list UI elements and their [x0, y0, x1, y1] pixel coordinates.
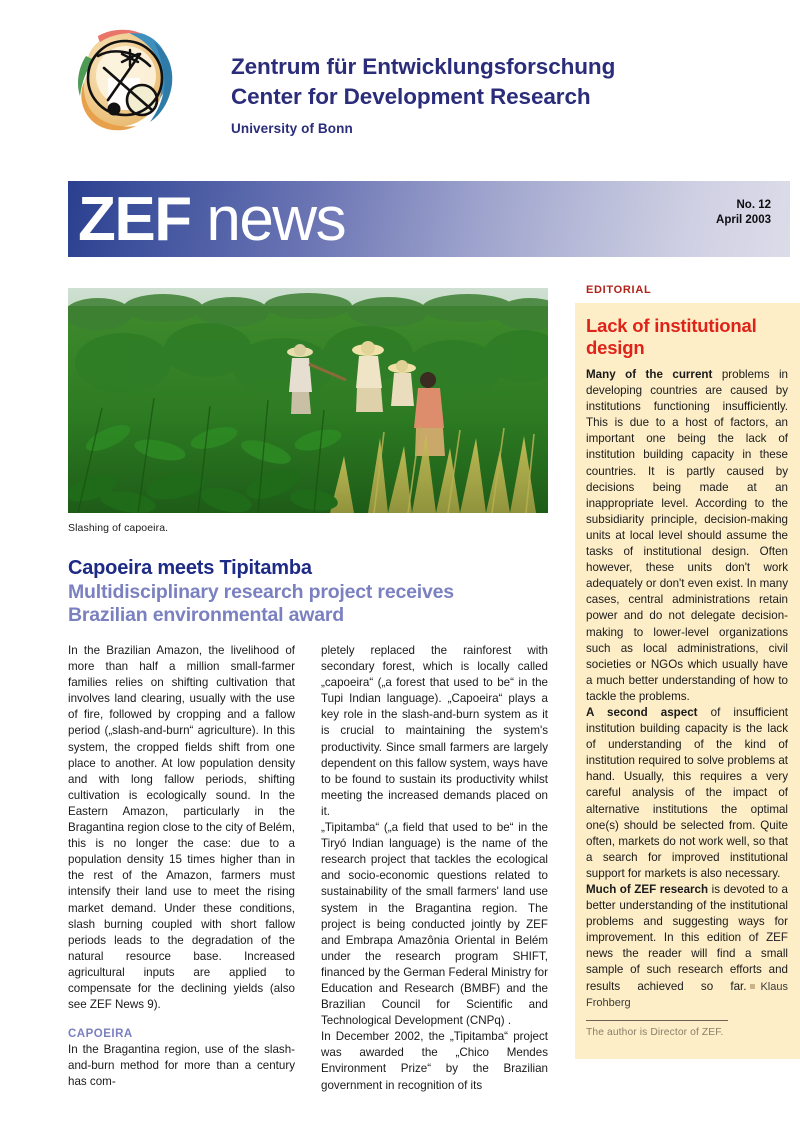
org-name-english: Center for Development Research: [231, 84, 591, 109]
university-name: University of Bonn: [231, 121, 353, 136]
editorial-footnote: The author is Director of ZEF.: [586, 1026, 724, 1038]
zef-circle-logo-icon: [68, 26, 188, 144]
org-name-german: Zentrum für Entwicklungsforschung: [231, 54, 616, 79]
issue-info: [716, 198, 771, 228]
article-subheadline-line2: Brazilian environmental award: [68, 603, 344, 626]
article-headline: Capoeira meets Tipitamba: [68, 557, 312, 579]
issue-date: April 2003: [716, 214, 771, 226]
editorial-panel: [575, 303, 800, 1059]
column2-paragraph-3: In December 2002, the „Tipitamba“ project was awarded the „Chico Mendes Environment Prize“ by the Brazilian government in recognition of its: [321, 1030, 548, 1092]
editorial-paragraph-2-rest: of insufficient institution building capacity is the lack of understanding of the kind of institution required to solve problems at hand. Usually, this requires a very careful analysis of the impact of alternative institutions the optimal one(s) should be selected from. Quite often, markets do not work well, so that a search for improved institutional support for markets is also necessary.: [586, 705, 788, 880]
signature-bullet-icon: [750, 984, 755, 989]
column1-paragraph-1: In the Brazilian Amazon, the livelihood of more than half a million small-farmer families relies on shifting cultivation that involves land clearing, usually with the use of fire, followed by cropping and a fallow period („slash-and-burn“ agriculture). In this system, the cropped fields shift from one place to another. At low population density and with long fallow periods, shifting cultivation is ecologically sound. In the Eastern Amazon, particularly in the Bragantina region close to the city of Belém, this is no longer the case: due to a population density 15 times higher than in the rest of the Amazon, farmers must intensify their land use to meet the rising market demand. Under these conditions, slash burning coupled with short fallow periods leads to the degradation of the natural resource base. Increased agricultural inputs are applied to compensate for the declining yields (also see ZEF News 9).: [68, 644, 295, 1012]
editorial-paragraph-3: [586, 882, 788, 1011]
editorial-paragraph-2: [586, 705, 788, 882]
column1-section-label: CAPOEIRA: [68, 1028, 133, 1041]
editorial-paragraph-1: [586, 367, 788, 705]
editorial-paragraph-1-rest: problems in developing countries are caused by institutions functioning insufficiently. This is due to a host of factors, an important one being the lack of institution building capacity in these countries. It is partly caused by decisions being made at an inappropriate level. According to the subsidiarity principle, decision-making units at local level should assume the tasks of institutional design. Often however, these units don't work adequately or don't even exist. In many cases, central administrations retain power and do not delegate decision-making to lower-level organizations such as local administrations, civil societies or NGOs which usually have a much better understanding of how to tackle the problems.: [586, 368, 788, 703]
masthead-banner: [68, 181, 790, 257]
article-subheadline-line1: Multidisciplinary research project receives: [68, 581, 454, 603]
editorial-signature: Klaus Frohberg: [586, 980, 788, 1009]
article-columns: [68, 643, 548, 1094]
issue-number: No. 12: [736, 199, 771, 211]
column2-paragraph-2: „Tipitamba“ („a field that used to be“ in the Tiryó Indian language) is the name of the research project that tackles the ecological and socio-economic questions related to sustainability of the small farmers' land use system in the Bragantina region. The project is being conducted jointly by ZEF and Embrapa Amazônia Oriental in Belém under the research program SHIFT, financed by the German Federal Ministry for Education and Research (BMBF) and the Brazilian Council for Scientific and Technological Development (CNPq) .: [321, 821, 548, 1028]
lead-article: [68, 288, 548, 1094]
photo-caption: Slashing of capoeira.: [68, 522, 169, 534]
article-column-1: [68, 643, 295, 1094]
editorial-divider: [586, 1020, 728, 1021]
publication-title: [78, 183, 345, 257]
editorial-paragraph-1-lead: Many of the current: [586, 368, 713, 381]
editorial-paragraph-3-rest: is devoted to a better understanding of the institutional problems and suggesting ways for improvement. In this edition of ZEF news the reader will find a small sample of such research efforts and results achieved so far.: [586, 883, 788, 993]
article-column-2: [321, 643, 548, 1094]
article-subheadline: [68, 581, 548, 626]
masthead-header: [68, 26, 768, 151]
editorial-section-label: EDITORIAL: [586, 284, 652, 296]
editorial-paragraph-3-lead: Much of ZEF research: [586, 883, 709, 896]
column2-paragraph-1: pletely replaced the rainforest with secondary forest, which is locally called „capoeira“ („a forest that used to be“ in the Tupi Indian language). „Capoeira“ plays a key role in the slash-and-burn system as it is crucial to maintaining the system's productivity. Since small farmers are largely dependent on this fallow system, ways have to be found to sustain its productivity whilst meeting the increased demands placed on it.: [321, 644, 548, 818]
publication-title-light: news: [206, 185, 346, 254]
column1-paragraph-2: In the Bragantina region, use of the slash-and-burn method for more than a century has com-: [68, 1043, 295, 1089]
editorial-title: Lack of institutional design: [586, 315, 757, 358]
article-photo: [68, 288, 548, 513]
editorial-paragraph-2-lead: A second aspect: [586, 705, 698, 719]
organization-names: [231, 52, 615, 136]
publication-title-bold: ZEF: [78, 185, 191, 254]
